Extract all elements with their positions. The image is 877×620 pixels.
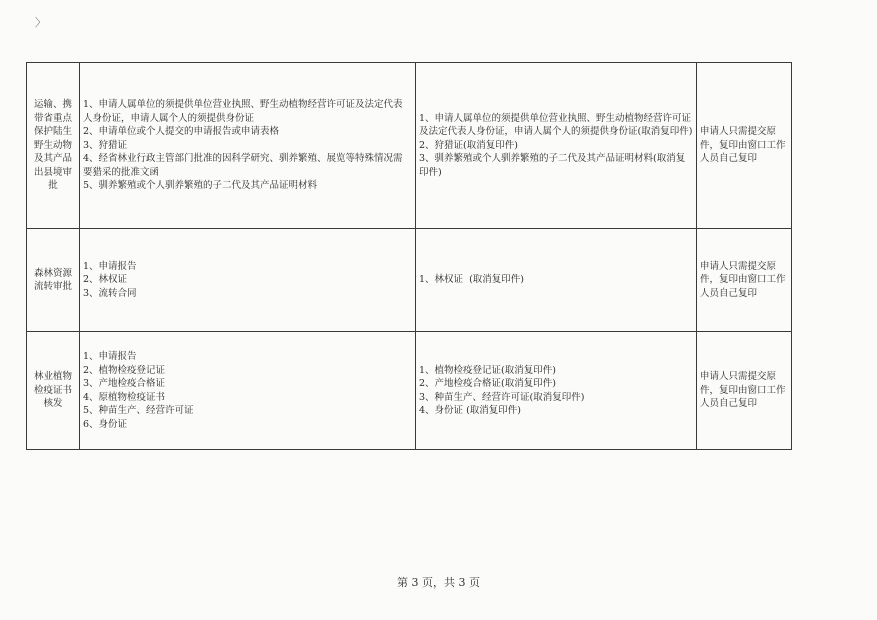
- list-item: 4、原植物检疫证书: [83, 391, 166, 403]
- list-item: 6、身份证: [83, 418, 128, 430]
- revised-materials-cell: [416, 332, 697, 450]
- note-cell: 申请人只需提交原件，复印由窗口工作人员自己复印: [697, 332, 792, 450]
- list-item: 5、种苗生产、经营许可证: [83, 405, 194, 416]
- list-item: 1、植物检疫登记证(取消复印件): [419, 364, 556, 376]
- list-item: 3、种苗生产、经营许可证(取消复印件): [419, 391, 585, 403]
- list-item: 3、狩猎证: [83, 139, 128, 151]
- list-item: 3、驯养繁殖或个人驯养繁殖的子二代及其产品证明材料(取消复印件): [419, 153, 686, 178]
- list-item: 2、产地检疫合格证(取消复印件): [419, 378, 556, 389]
- required-materials-cell: [80, 229, 416, 332]
- list-item: 1、申请人属单位的须提供单位营业执照、野生动植物经营许可证及法定代表人身份证，申请人属个人的须提供身份证(取消复印件): [419, 112, 693, 138]
- list-item: 1、申请报告: [83, 260, 137, 272]
- table-row: [27, 332, 792, 450]
- list-item: 3、产地检疫合格证: [83, 378, 166, 389]
- item-name-cell: 森林资源流转审批: [27, 229, 80, 332]
- approval-materials-table: [26, 62, 792, 450]
- corner-mark: 〉: [35, 16, 46, 29]
- list-item: 1、申请人属单位的须提供单位营业执照、野生动植物经营许可证及法定代表人身份证，申请人属个人的须提供身份证: [83, 99, 403, 124]
- list-item: 4、身份证 (取消复印件): [419, 405, 521, 416]
- list-item: 3、流转合同: [83, 287, 137, 299]
- list-item: 4、经省林业行政主管部门批准的因科学研究、驯养繁殖、展览等特殊情况需要猎采的批准文函: [83, 153, 403, 178]
- revised-materials-cell: [416, 229, 697, 332]
- list-item: 2、申请单位或个人提交的申请报告或申请表格: [83, 126, 280, 138]
- list-item: 1、申请报告: [83, 351, 137, 362]
- note-cell: 申请人只需提交原件，复印由窗口工作人员自己复印: [697, 63, 792, 229]
- revised-materials-cell: [416, 63, 697, 229]
- note-cell: 申请人只需提交原件，复印由窗口工作人员自己复印: [697, 229, 792, 332]
- list-item: 2、林权证: [83, 274, 128, 286]
- required-materials-cell: [80, 63, 416, 229]
- required-materials-cell: [80, 332, 416, 450]
- item-name-cell: 运输、携带省重点保护陆生野生动物及其产品出县境审批: [27, 63, 80, 229]
- list-item: 1、林权证 (取消复印件): [419, 274, 524, 286]
- page-number: 第 3 页，共 3 页: [397, 576, 480, 589]
- table-row: [27, 63, 792, 229]
- item-name-cell: 林业植物检疫证书核发: [27, 332, 80, 450]
- list-item: 2、植物检疫登记证: [83, 364, 166, 376]
- list-item: 2、狩猎证(取消复印件): [419, 139, 518, 151]
- list-item: 5、驯养繁殖或个人驯养繁殖的子二代及其产品证明材料: [83, 180, 318, 192]
- table-row: [27, 229, 792, 332]
